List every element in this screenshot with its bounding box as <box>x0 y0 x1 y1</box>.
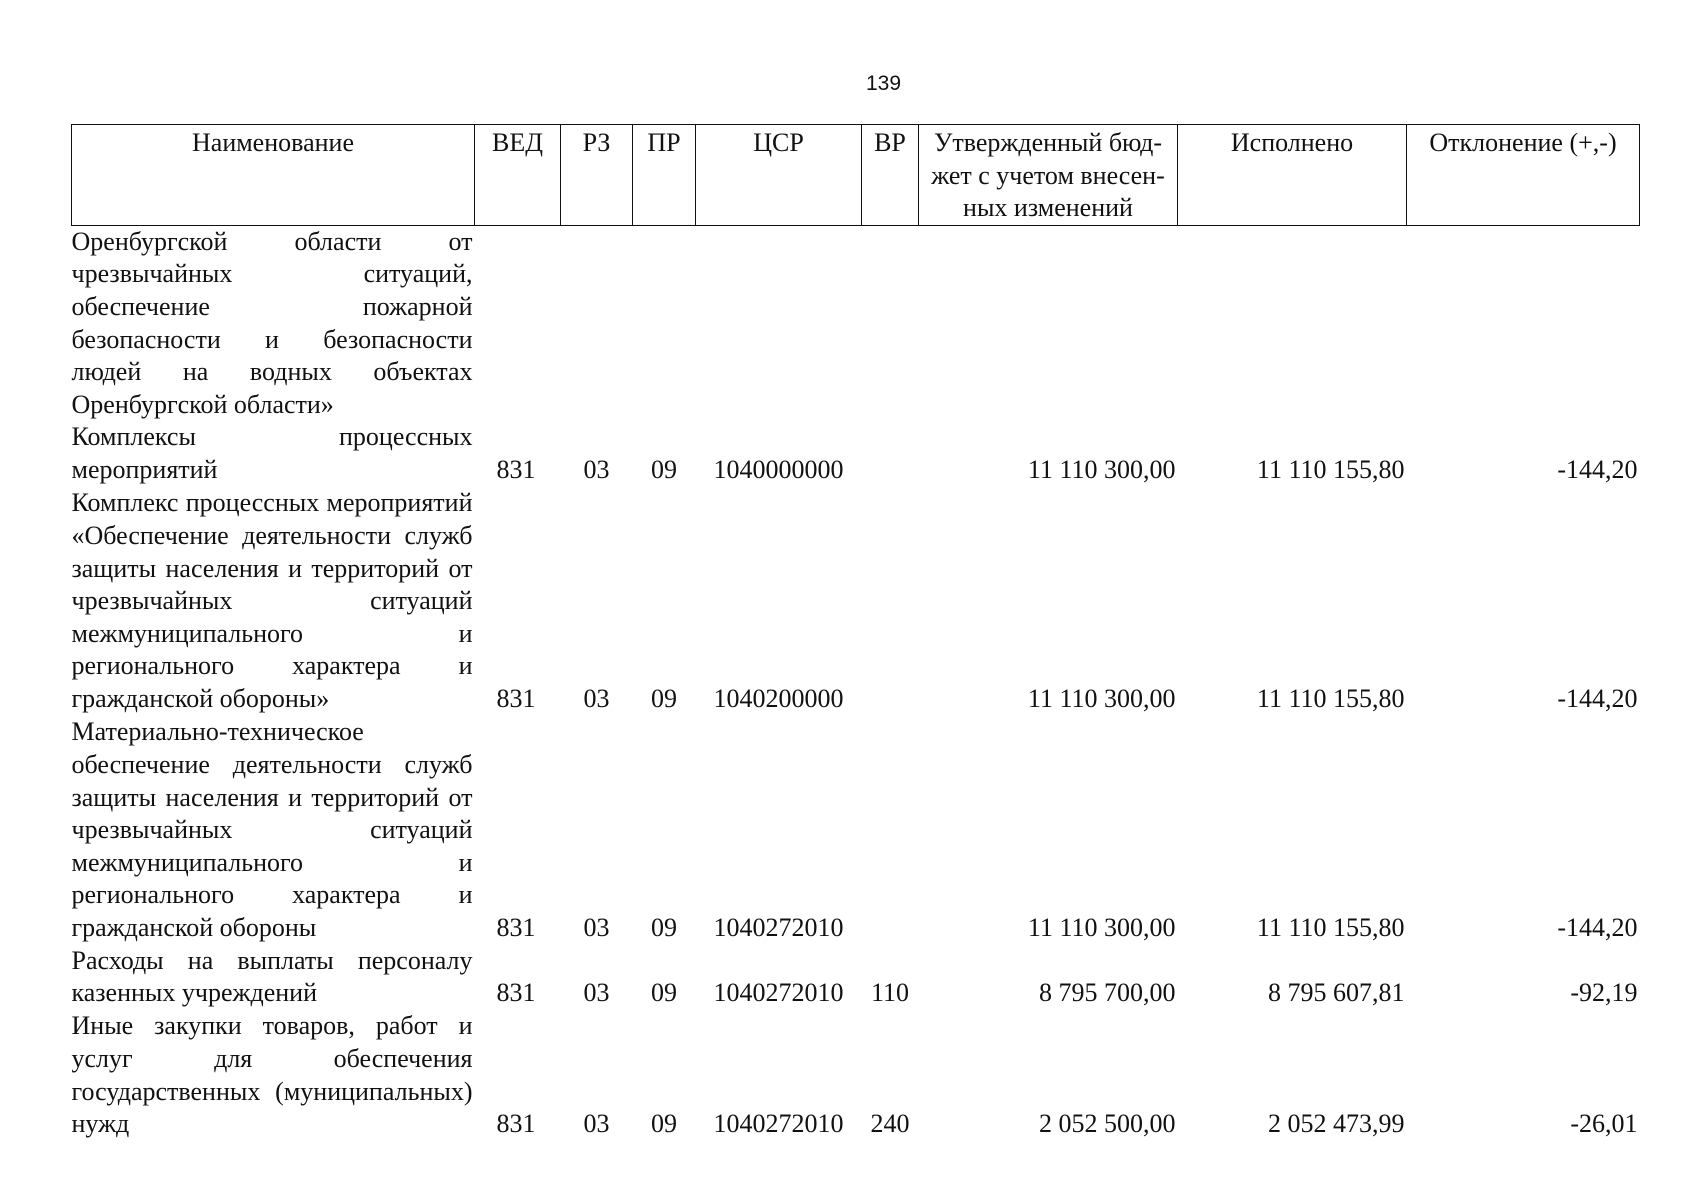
row-executed <box>1178 225 1407 421</box>
row-csr: 1040000000 <box>713 454 844 484</box>
row-csr: 1040200000 <box>713 683 844 713</box>
row-vr <box>862 421 919 486</box>
header-executed: Исполнено <box>1178 125 1407 226</box>
table-row <box>72 1010 1640 1141</box>
row-deviation: -144,20 <box>1557 912 1638 942</box>
table-row <box>72 487 1640 716</box>
row-approved: 11 110 300,00 <box>1027 912 1176 942</box>
row-vr: 110 <box>870 978 910 1008</box>
row-executed: 11 110 155,80 <box>1256 454 1405 484</box>
row-deviation: -144,20 <box>1557 683 1638 713</box>
row-vr <box>862 716 919 945</box>
table-row <box>72 225 1640 421</box>
row-deviation: -92,19 <box>1570 978 1638 1008</box>
row-executed: 11 110 155,80 <box>1256 683 1405 713</box>
row-vr <box>862 225 919 421</box>
row-ved: 831 <box>496 683 536 713</box>
table-row <box>72 421 1640 486</box>
row-name: Расходы на выплаты персоналу казенных учреждений <box>71 945 473 1008</box>
row-deviation: -26,01 <box>1570 1109 1638 1139</box>
row-pr: 09 <box>651 683 677 713</box>
row-rz <box>561 225 633 421</box>
header-approved: Утвержденный бюд-жет с учетом внесен-ных изменений <box>919 125 1178 226</box>
header-csr: ЦСР <box>696 125 862 226</box>
header-name: Наименование <box>72 125 475 226</box>
row-name: Иные закупки товаров, работ и услуг для обеспечения государственных (муниципальных) нужд <box>71 1011 473 1139</box>
row-csr: 1040272010 <box>713 912 844 942</box>
row-approved: 11 110 300,00 <box>1027 683 1176 713</box>
table-row <box>72 716 1640 945</box>
row-approved: 11 110 300,00 <box>1027 454 1176 484</box>
row-deviation <box>1407 225 1640 421</box>
row-approved: 8 795 700,00 <box>1039 978 1176 1008</box>
row-ved: 831 <box>496 978 536 1008</box>
header-ved: ВЕД <box>475 125 561 226</box>
row-approved: 2 052 500,00 <box>1039 1109 1176 1139</box>
row-ved: 831 <box>496 1109 536 1139</box>
row-vr <box>862 487 919 716</box>
row-rz: 03 <box>583 978 610 1008</box>
table-row <box>72 945 1640 1010</box>
row-pr <box>633 225 696 421</box>
row-csr: 1040272010 <box>713 1109 844 1139</box>
row-pr: 09 <box>651 978 677 1008</box>
row-executed: 11 110 155,80 <box>1256 912 1405 942</box>
row-rz: 03 <box>583 454 610 484</box>
row-pr: 09 <box>651 454 677 484</box>
row-pr: 09 <box>651 1109 677 1139</box>
budget-table <box>71 124 1640 1141</box>
row-name: Комплекс процессных мероприятий «Обеспечение деятельности служб защиты населения и территорий от чрезвычайных ситуаций межмуниципального и регионального характера и гражданской обороны» <box>71 488 473 713</box>
header-vr: ВР <box>862 125 919 226</box>
row-csr <box>696 225 862 421</box>
row-executed: 2 052 473,99 <box>1268 1109 1405 1139</box>
row-executed: 8 795 607,81 <box>1268 978 1405 1008</box>
row-name: Оренбургской области от чрезвычайных ситуаций, обеспечение пожарной безопасности и безопасности людей на водных объектах Оренбургской области» <box>71 226 473 419</box>
header-deviation: Отклонение (+,-) <box>1407 125 1640 226</box>
row-name: Комплексы процессных мероприятий <box>71 422 473 484</box>
header-pr: ПР <box>633 125 696 226</box>
row-rz: 03 <box>583 1109 610 1139</box>
row-ved: 831 <box>496 912 536 942</box>
page-number: 139 <box>865 72 902 95</box>
row-name: Материально-техническое обеспечение деятельности служб защиты населения и территорий от чрезвычайных ситуаций межмуниципального и регионального характера и гражданской обороны <box>71 717 473 942</box>
row-csr: 1040272010 <box>713 978 844 1008</box>
table-header <box>72 125 1640 226</box>
row-vr: 240 <box>870 1109 910 1139</box>
row-ved: 831 <box>496 454 536 484</box>
row-ved <box>475 225 561 421</box>
row-rz: 03 <box>583 683 610 713</box>
row-pr: 09 <box>651 912 677 942</box>
row-deviation: -144,20 <box>1557 454 1638 484</box>
row-approved <box>919 225 1178 421</box>
row-rz: 03 <box>583 912 610 942</box>
table-body <box>72 225 1640 1140</box>
header-rz: РЗ <box>561 125 633 226</box>
